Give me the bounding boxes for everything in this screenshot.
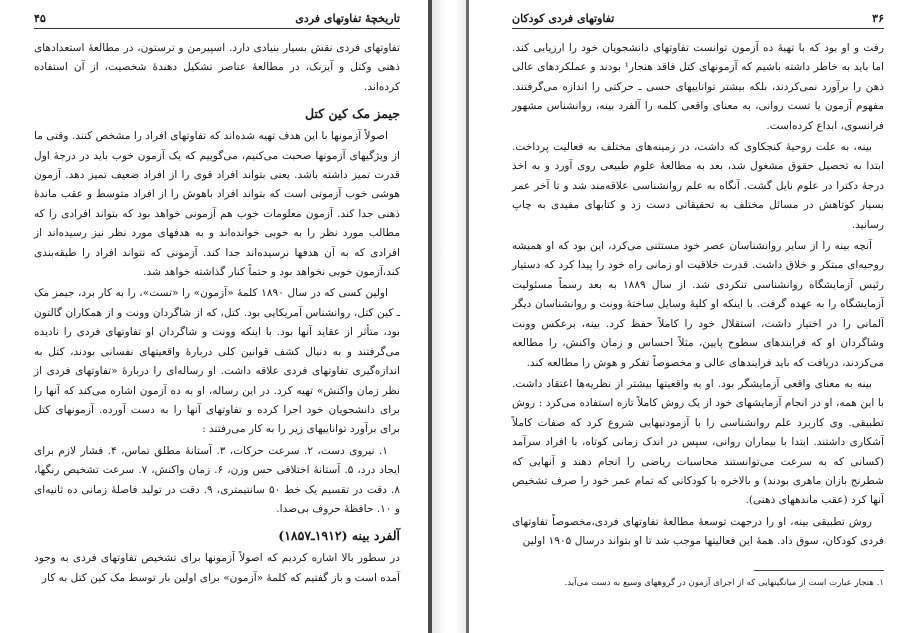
right-footnote: ۱. هنجار عبارت است از میانگینهایی که از اجرای آزمون در گروههای وسیع به دست می‌آید. — [564, 577, 884, 588]
book-spine — [432, 0, 466, 633]
right-page-header — [512, 12, 884, 29]
right-gutter-edge — [466, 0, 469, 633]
right-paragraph-2: بینه، به علت روحیهٔ کنجکاوی که داشت، در زمینه‌های مختلف به فعالیت پرداخت. ابتدا به تحصیل حقوق مشغول شد، بعد به مطالعهٔ علوم طبیعی روی آورد و به اخذ درجهٔ دکترا در علوم نایل گشت. آنگاه به علم روانشناسی علاقه‌مند شد و تا آخر عمر بسیار کوتاهش در مسائل مختلف به تحقیقاتی دست زد و کتابهای مفیدی به چاپ رسانید. — [512, 141, 884, 231]
left-heading-cattell: جیمز مک کین کتل — [305, 106, 400, 122]
left-paragraph-5: در سطور بالا اشاره کردیم که اصولاً آزمونها برای تشخیص تفاوتهای فردی به وجود آمده است و باز گفتیم که کلمهٔ «آزمون» برای اولین بار توسط مک کین کتل به کار — [34, 552, 400, 584]
left-running-title: تاریخچهٔ تفاوتهای فردی — [295, 12, 400, 25]
right-paragraph-5: روش تطبیقی بینه، او را درجهت توسعهٔ مطالعهٔ تفاوتهای فردی،مخصوصاً تفاوتهای فردی کودکان، سوق داد. همهٔ این فعالیتها موجب شد تا او بتواند درسال ۱۹۰۵ اولین — [512, 515, 884, 548]
left-paragraph-4: ۱. نیروی دست، ۲. سرعت حرکات، ۳. آستانهٔ مطلق تماس، ۴. فشار لازم برای ایجاد درد، ۵. آستانهٔ اختلافی حس وزن، ۶. زمان واکنش، ۷. سرعت تشخیص رنگها، ۸. دقت در تقسیم یک خط ۵۰ سانتیمتری، ۹. دقت در تولید فاصلهٔ زمانی ده ثانیه‌ای و ۱۰. حافظهٔ حروف بی‌صدا. — [34, 444, 401, 515]
footnote-divider — [754, 570, 884, 571]
right-page-number: ۳۶ — [872, 12, 884, 25]
left-paragraph-3: اولین کسی که در سال ۱۸۹۰ کلمهٔ «آزمون» را «تست»، را به کار برد، جیمز مک ـ کین کتل، روانشناس آمریکایی بود. کتل، که از شاگردان وونت و از همکاران گالتون بود، متأثر از عقاید آنها بود. با اینکه وونت و شاگردان او تفاوتهای فردی را نادیده می‌گرفتند و به دنبال کشف قوانین کلی دربارهٔ واقعیتهای نفسانی بودند، کتل به اندازه‌گیری تفاوتهای فردی علاقه داشت. او رساله‌ای را دربارهٔ «تفاوتهای فردی از نظر زمان واکنش» تهیه کرد. در این رساله، او به ده آزمون اشاره می‌کند که آنها را برای دانشجویان خود اجرا کرده و تفاوتهای آنها را به دست آورده. آزمونهای کتل برای برآورد تواناییهای زیر را به کار می‌رفتند : — [34, 287, 400, 436]
left-heading-binet: آلفرد بینه (۱۹۱۲ـ۱۸۵۷) — [278, 528, 400, 544]
left-page-header — [34, 12, 400, 29]
left-page — [0, 0, 428, 633]
right-running-title: تفاوتهای فردی کودکان — [512, 12, 615, 25]
right-page — [470, 0, 906, 633]
right-paragraph-1: رفت و او بود که با تهیهٔ ده آزمون توانست تفاوتهای دانشجویان خود را ارزیابی کند. اما باید به خاطر داشته باشیم که آزمونهای کتل فاقد هنجار¹ بودند و عملکردهای عالی ذهن را برآورد نمی‌کردند، بلکه بیشتر تواناییهای حسی ـ حرکتی را اندازه می‌گرفتند. مفهوم آزمون یا تست روانی، به معنای واقعی کلمه را آلفرد بینه، روانشناس مشهور فرانسوی، ابداع کرده‌است. — [512, 42, 885, 132]
right-paragraph-3: آنچه بینه را از سایر روانشناسان عصر خود مستثنی می‌کرد، این بود که او همیشه روحیه‌ای مبتکر و خلاق داشت. قدرت خلاقیت او زمانی راه خود را پیدا کرد که دستیار رئیس آزمایشگاه روانشناسی تنکردی شد. از سال ۱۸۸۹ به بعد رسماً مسئولیت آزمایشگاه را به عهده گرفت. با اینکه او کلیهٔ وسایل ساختهٔ وونت و روانشناسان دیگر آلمانی را در اختیار داشت، استقلال خود را کاملاً حفظ کرد. بینه، برعکس وونت وشاگردان او که فرایندهای سطوح پایین، مثلاً احساس و زمان واکنش، را مطالعه می‌کردند، دریافت که باید فرایندهای عالی و مخصوصاً تفکر و هوش را مطالعه کند. — [512, 240, 884, 369]
left-paragraph-2: اصولاً آزمونها با این هدف تهیه شده‌اند که تفاوتهای افراد را مشخص کنند. وقتی ما از ویژگیهای آزمونها صحبت می‌کنیم، می‌گوییم که یک آزمون خوب باید در درجهٔ اول قدرت تمیز داشته باشد. یعنی بتواند افراد قوی را از افراد ضعیف تمیز دهد. آزمون هوشی خوب آزمونی است که بتواند افراد باهوش را از افراد متوسط و عقب ماندهٔ ذهنی جدا کند. آزمون معلومات خوب هم آزمونی خواهد بود که بتواند افرادی را که مطالب مورد نظر را به خوبی خوانده‌اند و به هدفهای مورد نظر نیز رسیده‌اند از افرادی که به آن هدفها نرسیده‌اند جدا کند. آزمونی که نتواند افراد را طبقه‌بندی کند،آزمون خوبی نخواهد بود و حتماً کنار گذاشته خواهد شد. — [34, 130, 400, 279]
left-paragraph-1: تفاوتهای فردی نقش بسیار بنیادی دارد. اسپیرمن و ترستون، در مطالعهٔ استعدادهای ذهنی وکتل و آیزنک، در مطالعهٔ عناصر تشکیل دهندهٔ شخصیت، از آن استفاده کرده‌اند. — [34, 42, 400, 93]
left-page-number: ۴۵ — [34, 12, 46, 25]
right-paragraph-4: بینه به معنای واقعی آزمایشگر بود. او به واقعیتها بیشتر از نظریه‌ها اعتقاد داشت. با این همه، او در انجام آزمایشهای خود از یک روش کاملاً تازه استفاده می‌کرد : روش تطبیقی. وی کاربرد علم روانشناسی را با آزمودنیهایی شروع کرد که صفات کاملاً آشکاری داشتند. ابتدا با بیماران روانی، سپس در اندک زمانی کوتاه، با افراد سرآمد (کسانی که به سرعت می‌توانستند محاسبات ریاضی را انجام دهند و آنهایی که شطرنج بازان ماهری بودند) و بالاخره با کودکانی که تمام عمر خود را صرف تشخیص آنها کرد (عقب ماندههای ذهنی). — [512, 377, 884, 507]
